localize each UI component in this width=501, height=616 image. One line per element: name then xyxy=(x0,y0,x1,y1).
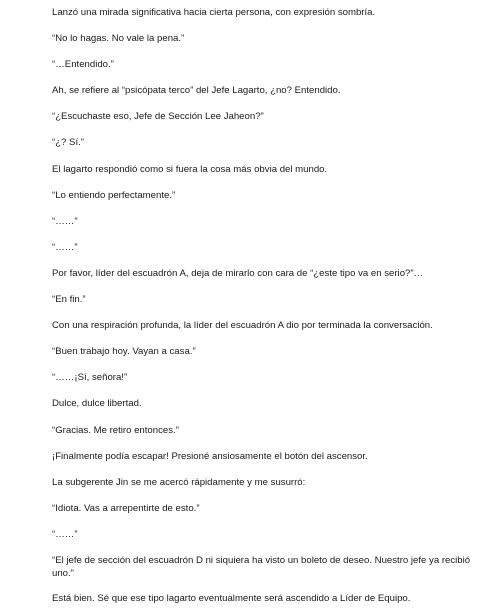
paragraph-18: ¡Finalmente podía escapar! Presioné ansiosamente el botón del ascensor. xyxy=(52,450,368,462)
paragraph-1: Lanzó una mirada significativa hacia cierta persona, con expresión sombría. xyxy=(52,7,376,18)
paragraph-19: La subgerente Jin se me acercó rápidamente y me susurró: xyxy=(52,476,306,488)
paragraph-11: Por favor, líder del escuadrón A, deja de mirarlo con cara de “¿este tipo va en serio?”… xyxy=(52,267,424,279)
paragraph-2: “No lo hagas. No vale la pena.” xyxy=(52,33,185,45)
paragraph-16: Dulce, dulce libertad. xyxy=(52,398,142,410)
paragraph-14: “Buen trabajo hoy. Vayan a casa.” xyxy=(52,346,196,358)
paragraph-3: “…Entendido.” xyxy=(52,59,114,71)
paragraph-17: “Gracias. Me retiro entonces.” xyxy=(52,424,179,436)
paragraph-6: “¿? Sí.” xyxy=(52,137,84,149)
paragraph-7: El lagarto respondió como si fuera la cosa más obvia del mundo. xyxy=(52,163,328,175)
paragraph-10: “……” xyxy=(52,241,78,253)
paragraph-20: “Idiota. Vas a arrepentirte de esto.” xyxy=(52,502,200,514)
paragraph-5: “¿Escuchaste eso, Jefe de Sección Lee Jaheon?” xyxy=(52,111,264,123)
paragraph-13: Con una respiración profunda, la líder del escuadrón A dio por terminada la conversación. xyxy=(52,320,433,332)
paragraph-12: “En fin.” xyxy=(52,294,86,306)
paragraph-22: “El jefe de sección del escuadrón D ni siquiera ha visto un boleto de deseo. Nuestro jefe ya recibió uno.” xyxy=(52,554,471,580)
paragraph-21: “……” xyxy=(52,528,78,540)
paragraph-9: “……” xyxy=(52,215,78,227)
paragraph-23: Está bien. Sé que ese tipo lagarto eventualmente será ascendido a Líder de Equipo. xyxy=(52,593,411,605)
paragraph-8: “Lo entiendo perfectamente.” xyxy=(52,189,176,201)
paragraph-4: Ah, se refiere al “psicópata terco” del Jefe Lagarto, ¿no? Entendido. xyxy=(52,85,341,97)
paragraph-15: “……¡Sí, señora!” xyxy=(52,372,128,384)
